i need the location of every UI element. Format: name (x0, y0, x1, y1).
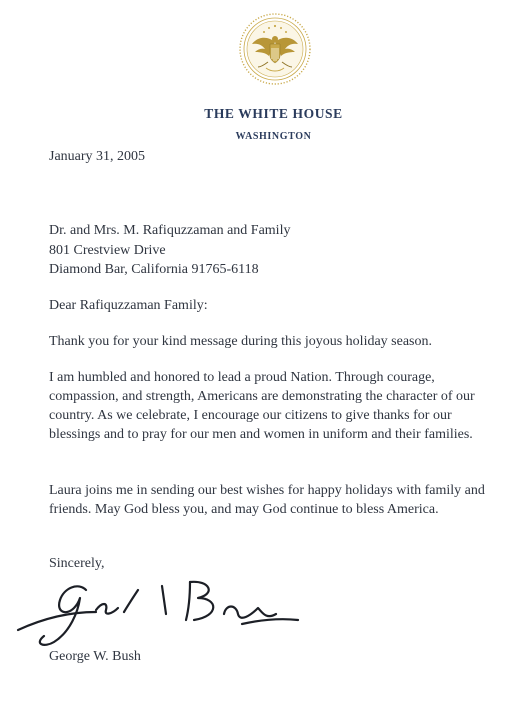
closing: Sincerely, (49, 556, 105, 571)
address-line: Diamond Bar, California 91765-6118 (49, 262, 259, 277)
salutation: Dear Rafiquzzaman Family: (49, 298, 208, 313)
body-paragraph: Laura joins me in sending our best wishes for happy holidays with family and friends. May God bless you, and may God continue to bless America. (49, 483, 485, 517)
letterhead-location: WASHINGTON (235, 131, 312, 142)
address-line: Dr. and Mrs. M. Rafiquzzaman and Family (49, 223, 291, 238)
letter-date: January 31, 2005 (49, 149, 146, 164)
presidential-seal-icon (238, 12, 312, 86)
recipient-address (49, 221, 499, 280)
letterhead-title: THE WHITE HOUSE (204, 106, 343, 121)
signer-name: George W. Bush (49, 649, 141, 664)
body-paragraph: I am humbled and honored to lead a proud Nation. Through courage, compassion, and strength, Americans are demonstrating the character of our country. As we celebrate, I encourage our citizens to give thanks for our blessings and to pray for our men and women in uniform and their families. (49, 370, 475, 442)
address-line: 801 Crestview Drive (49, 242, 166, 258)
body-paragraph: Thank you for your kind message during this joyous holiday season. (49, 334, 433, 349)
handwritten-signature-icon (14, 568, 304, 658)
